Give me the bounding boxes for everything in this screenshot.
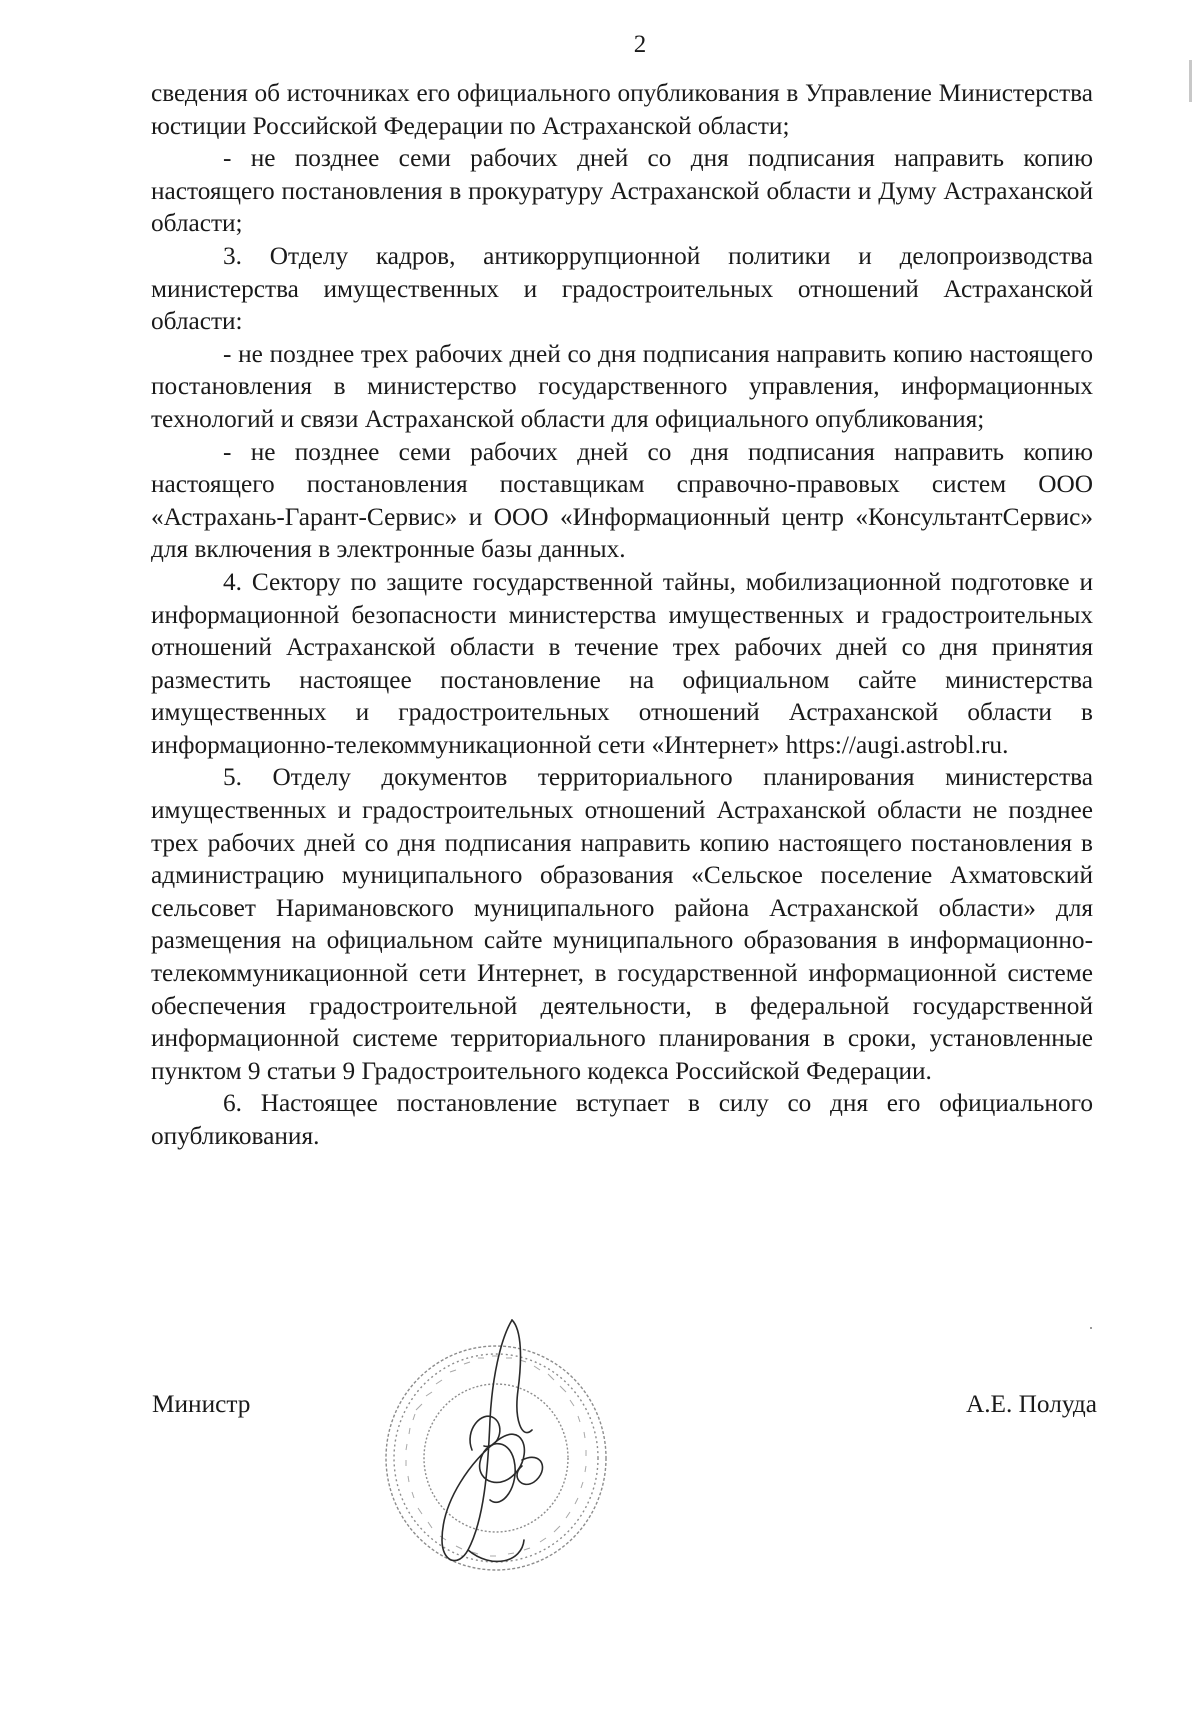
paragraph-6: 4. Сектору по защите государственной тайны, мобилизационной подготовке и информационной безопасности министерства имущественных и градостроительных отношений Астраханской области в течение трех рабочих дней со дня принятия разместить настоящее постановление на официальном сайте министерства имущественных и градостроительных отношений Астраханской области в информационно-телекоммуникационной сети «Интернет» https://augi.astrobl.ru. [151,567,1093,759]
official-seal-with-signature [372,1300,620,1600]
paragraph-7: 5. Отделу документов территориального планирования министерства имущественных и градостроительных отношений Астраханской области не позднее трех рабочих дней со дня подписания направить копию настоящего постановления в администрацию муниципального образования «Сельское поселение Ахматовский сельсовет Наримановского муниципального района Астраханской области» для размещения на официальном сайте муниципального образования в информационно-телекоммуникационной сети Интернет, в государственной информационной системе обеспечения градостроительной деятельности, в федеральной государственной информационной системе территориального планирования в сроки, установленные пунктом 9 статьи 9 Градостроительного кодекса Российской Федерации. [151,763,1093,1085]
paragraph-4: - не позднее трех рабочих дней со дня подписания направить копию настоящего постановления в министерство государственного управления, информационных технологий и связи Астраханской области для официального опубликования; [151,339,1093,433]
seal-signature-graphic [372,1300,620,1600]
paragraph-2: - не позднее семи рабочих дней со дня подписания направить копию настоящего постановления в прокуратуру Астраханской области и Думу Астраханской области; [151,144,1093,238]
page-number: 2 [633,31,647,58]
paragraph-5: - не позднее семи рабочих дней со дня подписания направить копию настоящего постановления поставщикам справочно-правовых систем ООО «Астрахань-Гарант-Сервис» и ООО «Информационный центр «КонсультантСервис» для включения в электронные базы данных. [151,437,1093,564]
paragraph-8: 6. Настоящее постановление вступает в силу со дня его официального опубликования. [151,1089,1093,1150]
signatory-name: А.Е. Полуда [965,1390,1097,1418]
signatory-title: Министр [152,1390,251,1418]
seal-rings [386,1346,606,1570]
scan-speck [1189,60,1192,102]
scan-speck [1090,1327,1092,1329]
paragraph-3: 3. Отделу кадров, антикоррупционной политики и делопроизводства министерства имущественных и градостроительных отношений Астраханской области: [151,241,1093,336]
seal-lettering-marks [406,1356,586,1556]
document-body [151,77,1093,1153]
paragraph-1: сведения об источниках его официального опубликования в Управление Министерства юстиции Российской Федерации по Астраханской области; [151,79,1093,140]
